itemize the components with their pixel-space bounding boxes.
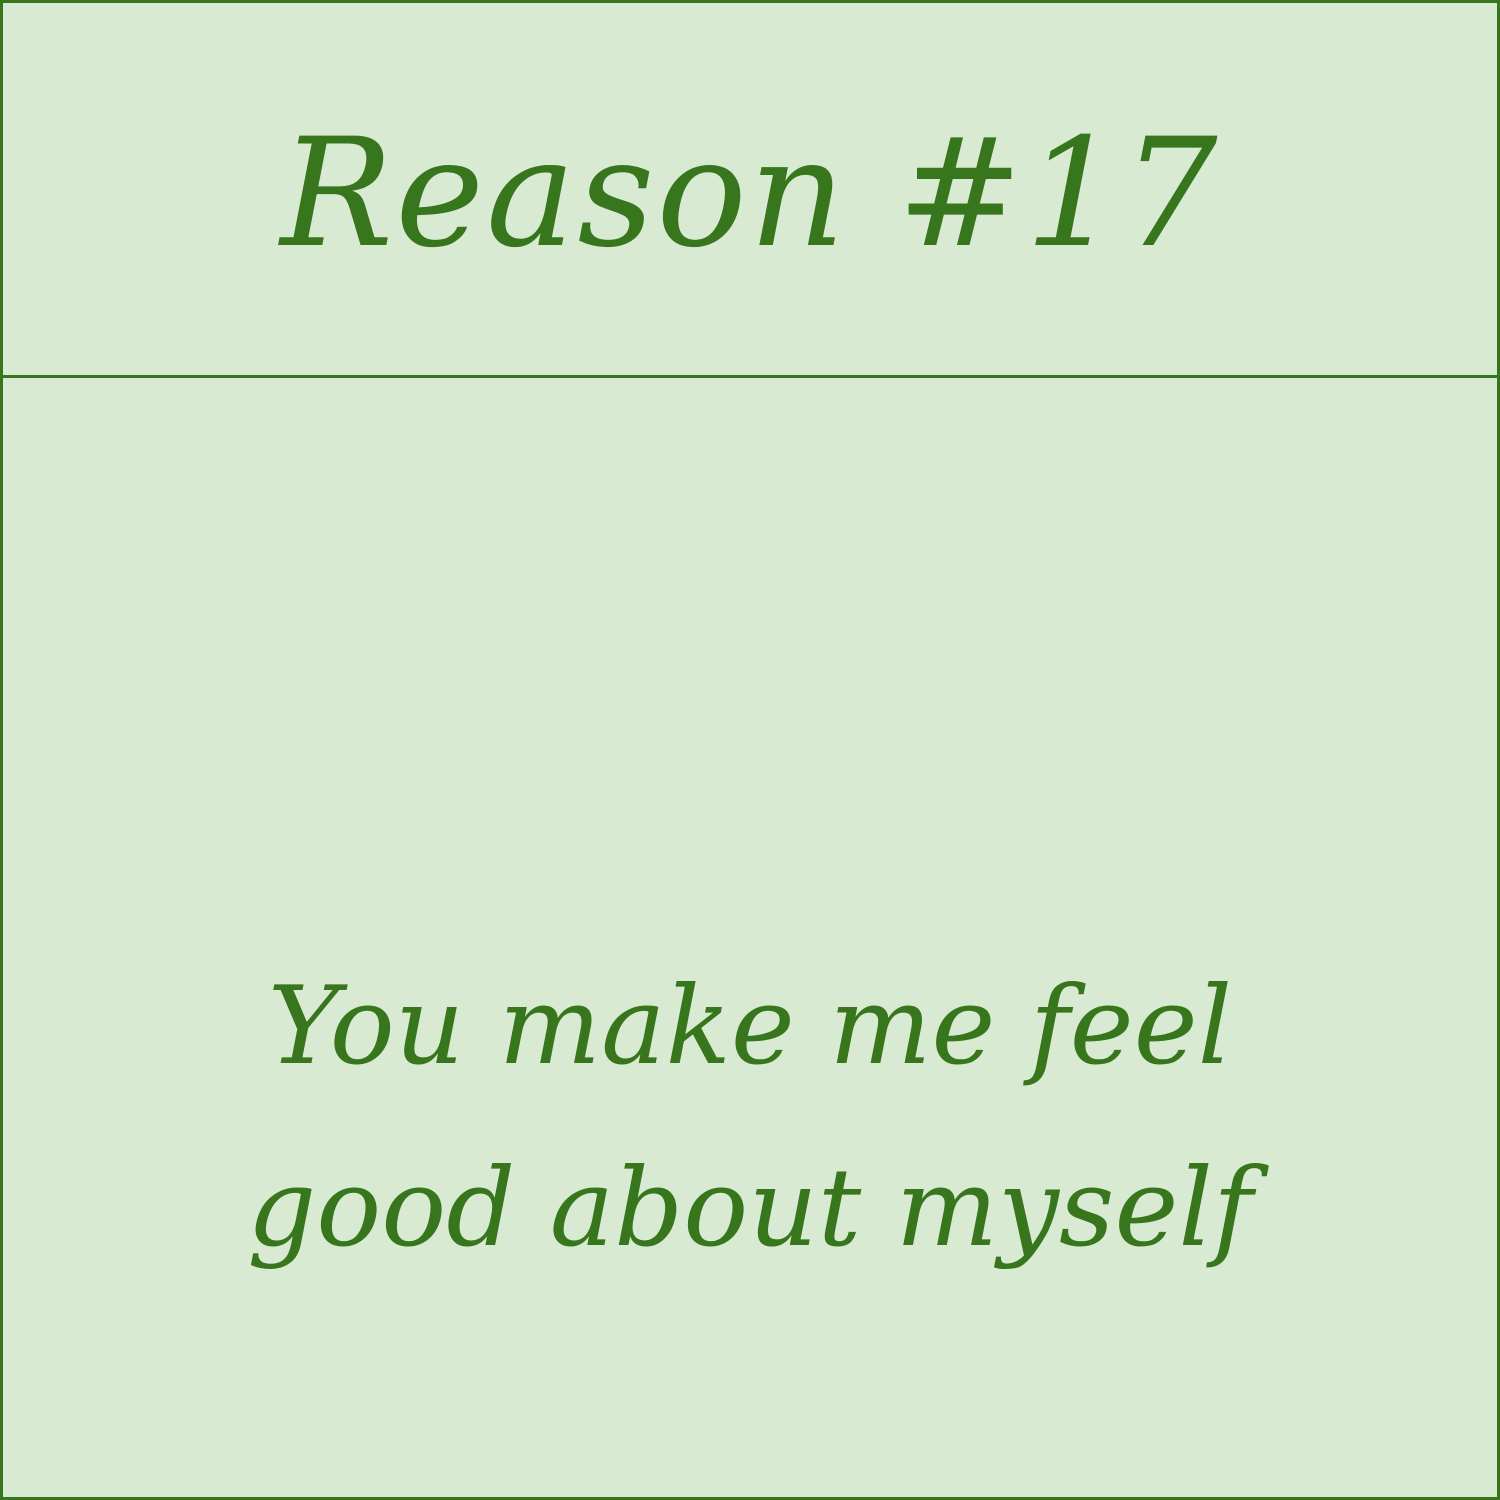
reason-message: You make me feel good about myself (247, 964, 1253, 1271)
card-body (3, 378, 1497, 1497)
reason-title: Reason #17 (280, 107, 1220, 281)
card-header (3, 3, 1497, 375)
